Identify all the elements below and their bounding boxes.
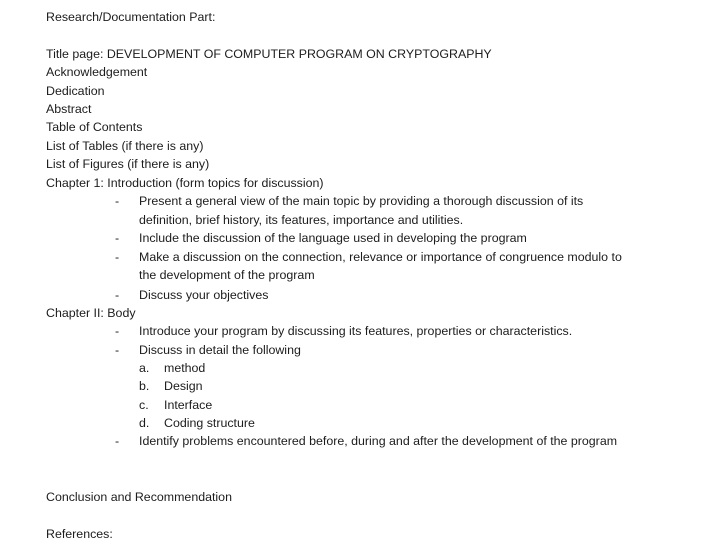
chapter-1-item-continuation: the development of the program bbox=[139, 268, 315, 282]
chapter-1-item: Discuss your objectives bbox=[139, 288, 269, 302]
subitem-text: Design bbox=[164, 379, 203, 393]
subitem-text: Interface bbox=[164, 398, 213, 412]
subitem-letter: d. bbox=[139, 416, 150, 430]
front-matter-toc: Table of Contents bbox=[46, 120, 143, 134]
bullet-dash: - bbox=[115, 231, 120, 245]
bullet-dash: - bbox=[115, 194, 120, 208]
front-matter-title-page: Title page: DEVELOPMENT OF COMPUTER PROGRAM ON CRYPTOGRAPHY bbox=[46, 47, 492, 61]
front-matter-list-of-figures: List of Figures (if there is any) bbox=[46, 157, 210, 171]
chapter-2-subitem bbox=[139, 415, 255, 431]
chapter-1-item-continuation: definition, brief history, its features, importance and utilities. bbox=[139, 213, 464, 227]
chapter-1-title: Chapter 1: Introduction (form topics for discussion) bbox=[46, 176, 324, 190]
references-heading: References: bbox=[46, 527, 113, 541]
bullet-dash: - bbox=[115, 343, 120, 357]
front-matter-list-of-tables: List of Tables (if there is any) bbox=[46, 139, 204, 153]
chapter-2-subitem bbox=[139, 397, 212, 413]
chapter-2-item: Introduce your program by discussing its features, properties or characteristics. bbox=[139, 324, 573, 338]
front-matter-dedication: Dedication bbox=[46, 84, 105, 98]
chapter-2-item: Identify problems encountered before, during and after the development of the program bbox=[139, 434, 618, 448]
front-matter-abstract: Abstract bbox=[46, 102, 92, 116]
bullet-dash: - bbox=[115, 288, 120, 302]
section-heading: Research/Documentation Part: bbox=[46, 10, 216, 24]
chapter-2-subitem bbox=[139, 360, 205, 376]
chapter-2-subitem bbox=[139, 378, 203, 394]
conclusion-heading: Conclusion and Recommendation bbox=[46, 490, 232, 504]
bullet-dash: - bbox=[115, 434, 120, 448]
subitem-letter: b. bbox=[139, 379, 150, 393]
subitem-text: method bbox=[164, 361, 206, 375]
chapter-1-item: Present a general view of the main topic by providing a thorough discussion of its bbox=[139, 194, 584, 208]
chapter-2-item: Discuss in detail the following bbox=[139, 343, 301, 357]
chapter-1-item: Make a discussion on the connection, relevance or importance of congruence modulo to bbox=[139, 250, 622, 264]
bullet-dash: - bbox=[115, 324, 120, 338]
subitem-letter: c. bbox=[139, 398, 149, 412]
chapter-2-title: Chapter II: Body bbox=[46, 306, 136, 320]
subitem-text: Coding structure bbox=[164, 416, 255, 430]
chapter-1-item: Include the discussion of the language used in developing the program bbox=[139, 231, 527, 245]
bullet-dash: - bbox=[115, 250, 120, 264]
front-matter-acknowledgement: Acknowledgement bbox=[46, 65, 148, 79]
subitem-letter: a. bbox=[139, 361, 150, 375]
